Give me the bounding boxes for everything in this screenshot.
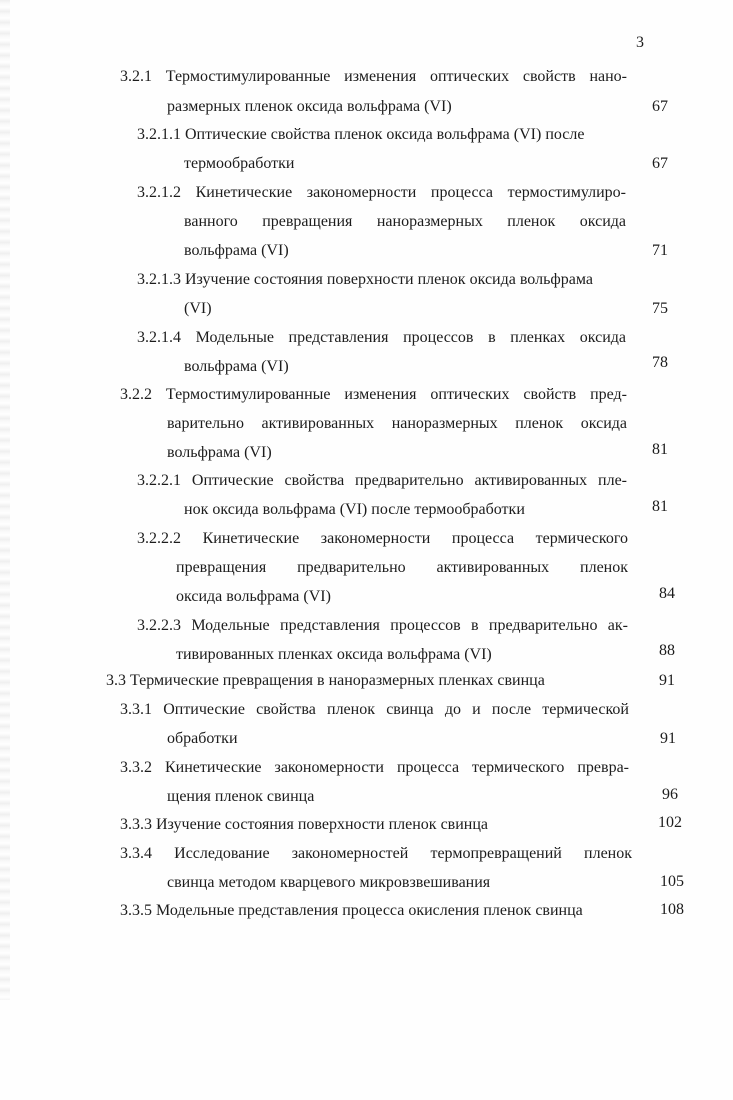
toc-line: вольфрама (VI) bbox=[167, 444, 272, 461]
toc-line: 3.3.1 Оптические свойства пленок свинца до и после термической bbox=[120, 701, 629, 718]
toc-line: оксида вольфрама (VI) bbox=[176, 588, 331, 605]
toc-line: тивированных пленках оксида вольфрама (VI) bbox=[176, 646, 492, 663]
toc-page-number: 102 bbox=[658, 814, 682, 831]
toc-page-number: 108 bbox=[660, 901, 684, 918]
page-number: 3 bbox=[636, 34, 644, 51]
toc-page-number: 91 bbox=[660, 730, 676, 747]
toc-page-number: 91 bbox=[659, 672, 675, 689]
toc-line: размерных пленок оксида вольфрама (VI) bbox=[167, 98, 452, 115]
toc-page-number: 88 bbox=[659, 642, 675, 659]
toc-line: щения пленок свинца bbox=[167, 788, 315, 805]
toc-line: свинца методом кварцевого микровзвешивания bbox=[167, 874, 491, 891]
toc-line: варительно активированных наноразмерных пленок оксида bbox=[167, 415, 627, 432]
toc-page-number: 78 bbox=[652, 354, 668, 371]
toc-line: превращения предварительно активированных пленок bbox=[176, 559, 628, 576]
toc-page-number: 96 bbox=[662, 786, 678, 803]
toc-line: 3.3 Термические превращения в наноразмерных пленках свинца bbox=[106, 672, 545, 689]
toc-line: (VI) bbox=[184, 300, 212, 317]
toc-line: 3.3.5 Модельные представления процесса окисления пленок свинца bbox=[120, 902, 583, 919]
toc-line: 3.2.1.3 Изучение состояния поверхности пленок оксида вольфрама bbox=[137, 271, 593, 288]
toc-page-number: 71 bbox=[652, 242, 668, 259]
toc-line: 3.2.1 Термостимулированные изменения оптических свойств нано- bbox=[120, 68, 627, 85]
toc-line: 3.3.3 Изучение состояния поверхности пленок свинца bbox=[120, 816, 489, 833]
toc-page-number: 67 bbox=[652, 155, 668, 172]
toc-page-number: 84 bbox=[659, 585, 675, 602]
toc-line: термообработки bbox=[184, 155, 295, 172]
toc-line: 3.2.1.1 Оптические свойства пленок оксида вольфрама (VI) после bbox=[137, 126, 585, 143]
toc-line: 3.2.2.1 Оптические свойства предварительно активированных пле- bbox=[137, 472, 627, 489]
toc-page-number: 75 bbox=[652, 300, 668, 317]
toc-line: обработки bbox=[167, 730, 238, 747]
toc-line: 3.2.2.3 Модельные представления процессов в предварительно ак- bbox=[137, 617, 628, 634]
toc-line: 3.2.1.2 Кинетические закономерности процесса термостимулиро- bbox=[137, 184, 626, 201]
toc-line: 3.3.2 Кинетические закономерности процесса термического превра- bbox=[120, 759, 629, 776]
toc-line: вольфрама (VI) bbox=[184, 242, 289, 259]
toc-page-number: 81 bbox=[652, 498, 668, 515]
toc-page-number: 105 bbox=[660, 873, 684, 890]
toc-line: ванного превращения наноразмерных пленок оксида bbox=[184, 213, 626, 230]
toc-line: нок оксида вольфрама (VI) после термообработки bbox=[184, 501, 525, 518]
toc-line: вольфрама (VI) bbox=[184, 358, 289, 375]
toc-line: 3.2.1.4 Модельные представления процессов в пленках оксида bbox=[137, 329, 626, 346]
toc-line: 3.2.2 Термостимулированные изменения оптических свойств пред- bbox=[120, 386, 627, 403]
toc-line: 3.3.4 Исследование закономерностей термопревращений пленок bbox=[120, 845, 632, 862]
scan-edge-artifact bbox=[0, 0, 10, 1000]
toc-line: 3.2.2.2 Кинетические закономерности процесса термического bbox=[137, 530, 628, 547]
toc-page-number: 67 bbox=[652, 98, 668, 115]
toc-page-number: 81 bbox=[652, 441, 668, 458]
